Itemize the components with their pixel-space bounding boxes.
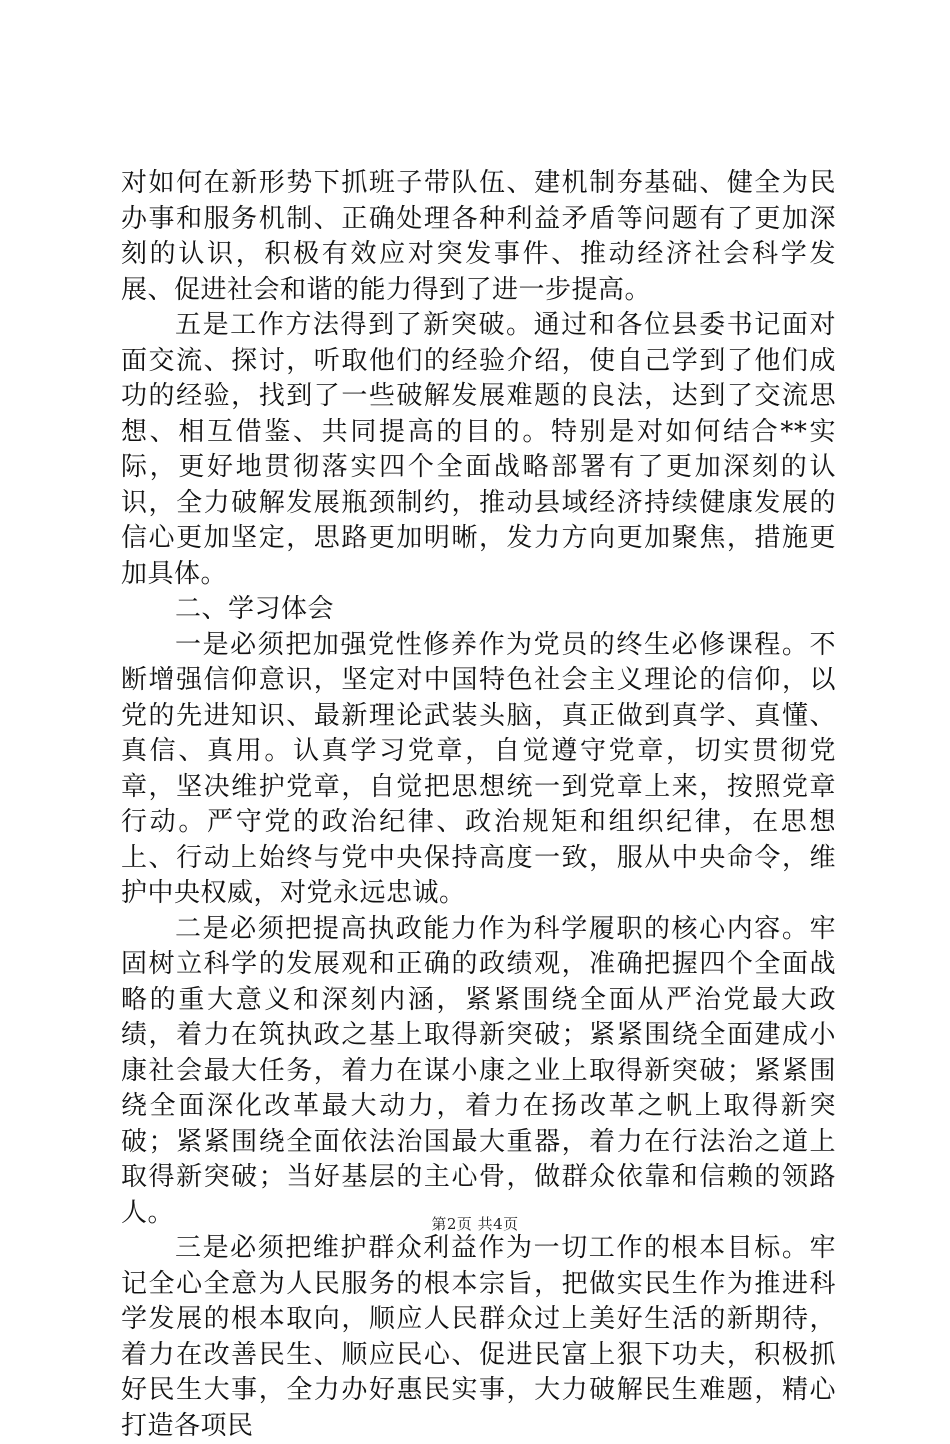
section-heading-study-experience: 二、学习体会 <box>175 594 335 624</box>
paragraph-governing-ability: 二是必须把提高执政能力作为科学履职的核心内容。牢固树立科学的发展观和正确的政绩观，准确把握四个全面战略的重大意义和深刻内涵，紧紧围绕全面从严治党最大政绩，着力在筑执政之基上取得新突破；紧紧围绕全面建成小康社会最大任务，着力在谋小康之业上取得新突破；紧紧围绕全面深化改革最大动力，着力在扬改革之帆上取得新突破；紧紧围绕全面依法治国最大重器，着力在行法治之道上取得新突破；当好基层的主心骨，做群众依靠和信赖的领路人。 <box>121 913 836 1228</box>
paragraph-work-method: 五是工作方法得到了新突破。通过和各位县委书记面对面交流、探讨，听取他们的经验介绍，使自己学到了他们成功的经验，找到了一些破解发展难题的良法，达到了交流思想、相互借鉴、共同提高的目的。特别是对如何结合**实际，更好地贯彻落实四个全面战略部署有了更加深刻的认识，全力破解发展瓶颈制约，推动县域经济持续健康发展的信心更加坚定，思路更加明晰，发力方向更加聚焦，措施更加具体。 <box>121 310 836 589</box>
paragraph-public-interest: 三是必须把维护群众利益作为一切工作的根本目标。牢记全心全意为人民服务的根本宗旨，把做实民生作为推进科学发展的根本取向，顺应人民群众过上美好生活的新期待，着力在改善民生、顺应民心、促进民富上狠下功夫，积极抓好民生大事，全力办好惠民实事，大力破解民生难题，精心打造各项民 <box>121 1233 836 1441</box>
document-body <box>121 166 836 1444</box>
paragraph-party-cultivation: 一是必须把加强党性修养作为党员的终生必修课程。不断增强信仰意识，坚定对中国特色社会主义理论的信仰，以党的先进知识、最新理论武装头脑，真正做到真学、真懂、真信、真用。认真学习党章，自觉遵守党章，切实贯彻党章，坚决维护党章，自觉把思想统一到党章上来，按照党章行动。严守党的政治纪律、政治规矩和组织纪律，在思想上、行动上始终与党中央保持高度一致，服从中央命令，维护中央权威，对党永远忠诚。 <box>121 629 836 908</box>
page-number-footer: 第2页 共4页 <box>431 1215 519 1233</box>
paragraph-continuation: 对如何在新形势下抓班子带队伍、建机制夯基础、健全为民办事和服务机制、正确处理各种利益矛盾等问题有了更加深刻的认识，积极有效应对突发事件、推动经济社会科学发展、促进社会和谐的能力得到了进一步提高。 <box>121 168 836 305</box>
